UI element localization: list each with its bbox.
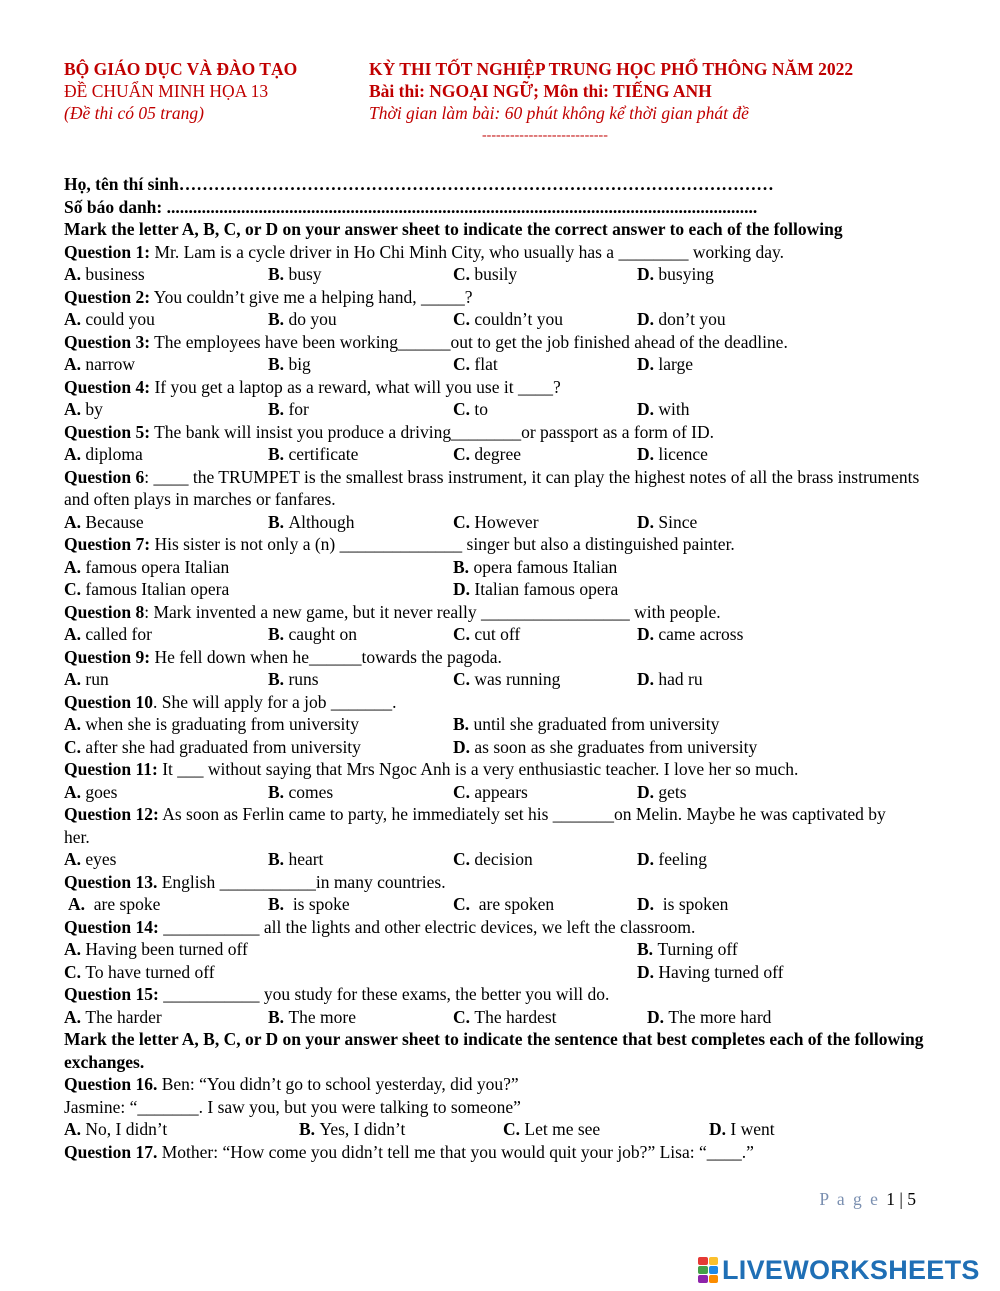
logo-block: [709, 1257, 719, 1265]
option-c[interactable]: C. However: [453, 511, 539, 532]
option-a[interactable]: A. called for: [64, 624, 152, 644]
logo-mark-icon: [698, 1257, 718, 1283]
question-1: Question 1: Mr. Lam is a cycle driver in Ho Chi Minh City, who usually has a ________ working day.: [64, 241, 785, 262]
option-c[interactable]: C. was running: [453, 669, 561, 689]
option-b[interactable]: B. The more: [268, 1006, 356, 1027]
ministry-name: BỘ GIÁO DỤC VÀ ĐÀO TẠO: [64, 59, 298, 79]
option-b[interactable]: B. Although: [268, 511, 355, 532]
option-d[interactable]: D. The more hard: [647, 1006, 772, 1027]
option-a[interactable]: A. business: [64, 264, 145, 284]
exam-code: ĐỀ CHUẨN MINH HỌA 13: [64, 81, 269, 101]
option-a[interactable]: A. famous opera Italian: [64, 556, 230, 577]
options-q5: [64, 443, 934, 466]
option-c[interactable]: C. to: [453, 399, 489, 419]
option-c[interactable]: C. appears: [453, 781, 528, 802]
options-q1: [64, 263, 934, 286]
option-d[interactable]: D. came across: [637, 624, 744, 644]
header-divider: ---------------------------: [482, 128, 608, 143]
option-d[interactable]: D. had ru: [637, 669, 703, 689]
liveworksheets-logo: [698, 1255, 980, 1285]
question-11: Question 11: It ___ without saying that Mrs Ngoc Anh is a very enthusiastic teacher. I love her so much.: [64, 759, 799, 779]
option-c[interactable]: C. cut off: [453, 624, 521, 644]
options-q12: [64, 848, 934, 871]
options-q14-row1: [64, 938, 934, 961]
option-a[interactable]: A. could you: [64, 309, 155, 329]
header-left: [64, 58, 364, 124]
options-q13: [64, 893, 934, 916]
option-d[interactable]: D. is spoken: [637, 894, 729, 914]
question-6: Question 6: ____ the TRUMPET is the smallest brass instrument, it can play the highest notes of all the brass instruments and often plays in marches or fanfares.: [64, 466, 920, 509]
option-b[interactable]: B. heart: [268, 849, 324, 869]
option-d[interactable]: D. Since: [637, 511, 698, 532]
page-number: 1 | 5: [886, 1189, 916, 1209]
question-13: Question 13. English ___________in many countries.: [64, 871, 446, 892]
option-d[interactable]: D. busying: [637, 264, 714, 284]
option-a[interactable]: A. The harder: [64, 1006, 162, 1027]
option-a[interactable]: A. run: [64, 669, 109, 689]
question-2: Question 2: You couldn’t give me a helping hand, _____?: [64, 286, 473, 307]
question-14: Question 14: ___________ all the lights and other electric devices, we left the classroom.: [64, 916, 696, 937]
option-c[interactable]: C. flat: [453, 354, 498, 374]
question-10: Question 10. She will apply for a job _______.: [64, 691, 397, 712]
option-b[interactable]: B. comes: [268, 781, 334, 802]
candidate-name-line: Họ, tên thí sinh…………………………………………………………………………………………: [64, 174, 774, 194]
instruction-part1: Mark the letter A, B, C, or D on your answer sheet to indicate the correct answer to each of the following: [64, 219, 843, 239]
option-a[interactable]: A. No, I didn’t: [64, 1119, 168, 1139]
option-b[interactable]: B. runs: [268, 669, 319, 689]
question-15: Question 15: ___________ you study for these exams, the better you will do.: [64, 984, 610, 1004]
option-a[interactable]: A. by: [64, 399, 103, 419]
option-c[interactable]: C. To have turned off: [64, 961, 215, 982]
options-q10-row2: [64, 736, 934, 759]
candidate-id-line: Số báo danh: .......................................................................................................................................: [64, 196, 758, 217]
option-d[interactable]: D. Italian famous opera: [453, 579, 619, 599]
time-note: Thời gian làm bài: 60 phút không kể thời gian phát đề: [369, 103, 749, 123]
option-b[interactable]: B. opera famous Italian: [453, 556, 618, 577]
option-b[interactable]: B. do you: [268, 309, 337, 329]
option-b[interactable]: B. caught on: [268, 624, 357, 644]
option-a[interactable]: A. when she is graduating from university: [64, 714, 360, 734]
question-9: Question 9: He fell down when he______towards the pagoda.: [64, 646, 502, 667]
options-q14-row2: [64, 961, 934, 984]
question-4: Question 4: If you get a laptop as a reward, what will you use it ____?: [64, 376, 561, 397]
option-d[interactable]: D. large: [637, 354, 694, 374]
logo-block: [709, 1275, 719, 1283]
option-d[interactable]: D. don’t you: [637, 309, 726, 329]
options-q7-row1: [64, 556, 934, 579]
option-d[interactable]: D. with: [637, 399, 690, 419]
options-q11: [64, 781, 934, 804]
option-a[interactable]: A. eyes: [64, 849, 117, 869]
options-q8: [64, 623, 934, 646]
question-7: Question 7: His sister is not only a (n) ______________ singer but also a distinguished painter.: [64, 534, 735, 554]
option-d[interactable]: D. licence: [637, 444, 708, 464]
page-word: P a g e: [819, 1189, 880, 1209]
logo-block: [698, 1257, 708, 1265]
option-d[interactable]: D. Having turned off: [637, 961, 784, 982]
option-b[interactable]: B. Turning off: [637, 939, 738, 959]
option-d[interactable]: D. feeling: [637, 849, 707, 869]
exam-title: KỲ THI TỐT NGHIỆP TRUNG HỌC PHỔ THÔNG NĂM 2022: [369, 59, 854, 79]
option-a[interactable]: A. narrow: [64, 354, 135, 374]
option-b[interactable]: B. big: [268, 354, 311, 374]
option-b[interactable]: B. certificate: [268, 444, 359, 464]
logo-text: LIVEWORKSHEETS: [722, 1254, 980, 1285]
subject-line: Bài thi: NGOẠI NGỮ; Môn thi: TIẾNG ANH: [369, 81, 712, 101]
question-3: Question 3: The employees have been working______out to get the job finished ahead of the deadline.: [64, 331, 788, 352]
option-d[interactable]: D. gets: [637, 781, 687, 802]
options-q9: [64, 668, 934, 691]
question-12: Question 12: As soon as Ferlin came to party, he immediately set his _______on Melin. Maybe he was captivated by her.: [64, 804, 886, 847]
option-a[interactable]: A. Having been turned off: [64, 939, 248, 959]
option-c[interactable]: C. Let me see: [503, 1119, 601, 1139]
option-a[interactable]: A. are spoke: [68, 894, 161, 914]
logo-block: [698, 1275, 708, 1283]
option-c[interactable]: C. The hardest: [453, 1006, 557, 1027]
header-right: [369, 58, 989, 124]
question-8: Question 8: Mark invented a new game, but it never really _________________ with people.: [64, 601, 721, 622]
option-c[interactable]: C. after she had graduated from university: [64, 736, 361, 757]
options-q6: [64, 511, 934, 534]
option-a[interactable]: A. goes: [64, 781, 118, 802]
question-16-reply: Jasmine: “_______. I saw you, but you were talking to someone”: [64, 1096, 521, 1117]
question-17: Question 17. Mother: “How come you didn’t tell me that you would quit your job?” Lisa: “____.”: [64, 1141, 754, 1162]
question-16: Question 16. Ben: “You didn’t go to school yesterday, did you?”: [64, 1074, 519, 1094]
option-d[interactable]: D. I went: [709, 1119, 775, 1139]
options-q16: [64, 1118, 934, 1141]
pages-note: (Đề thi có 05 trang): [64, 103, 204, 123]
options-q2: [64, 308, 934, 331]
page-footer: [819, 1189, 916, 1210]
option-c[interactable]: C. are spoken: [453, 894, 555, 914]
option-b[interactable]: B. for: [268, 399, 309, 419]
options-q15: [64, 1006, 934, 1029]
option-b[interactable]: B. Yes, I didn’t: [299, 1119, 406, 1139]
option-d[interactable]: D. as soon as she graduates from university: [453, 736, 758, 757]
option-b[interactable]: B. is spoke: [268, 894, 350, 914]
option-b[interactable]: B. busy: [268, 264, 322, 284]
option-c[interactable]: C. famous Italian opera: [64, 579, 230, 599]
logo-block: [698, 1266, 708, 1274]
option-a[interactable]: A. Because: [64, 511, 144, 532]
option-a[interactable]: A. diploma: [64, 444, 143, 464]
logo-block: [709, 1266, 719, 1274]
exam-content: [64, 173, 934, 1163]
options-q7-row2: [64, 578, 934, 601]
option-b[interactable]: B. until she graduated from university: [453, 714, 720, 734]
instruction-part2: Mark the letter A, B, C, or D on your answer sheet to indicate the sentence that best completes each of the following exchanges.: [64, 1029, 924, 1072]
question-5: Question 5: The bank will insist you produce a driving________or passport as a form of ID.: [64, 421, 715, 442]
options-q3: [64, 353, 934, 376]
option-c[interactable]: C. busily: [453, 264, 518, 284]
option-c[interactable]: C. degree: [453, 444, 522, 464]
options-q4: [64, 398, 934, 421]
options-q10-row1: [64, 713, 934, 736]
option-c[interactable]: C. couldn’t you: [453, 309, 564, 329]
option-c[interactable]: C. decision: [453, 849, 533, 869]
